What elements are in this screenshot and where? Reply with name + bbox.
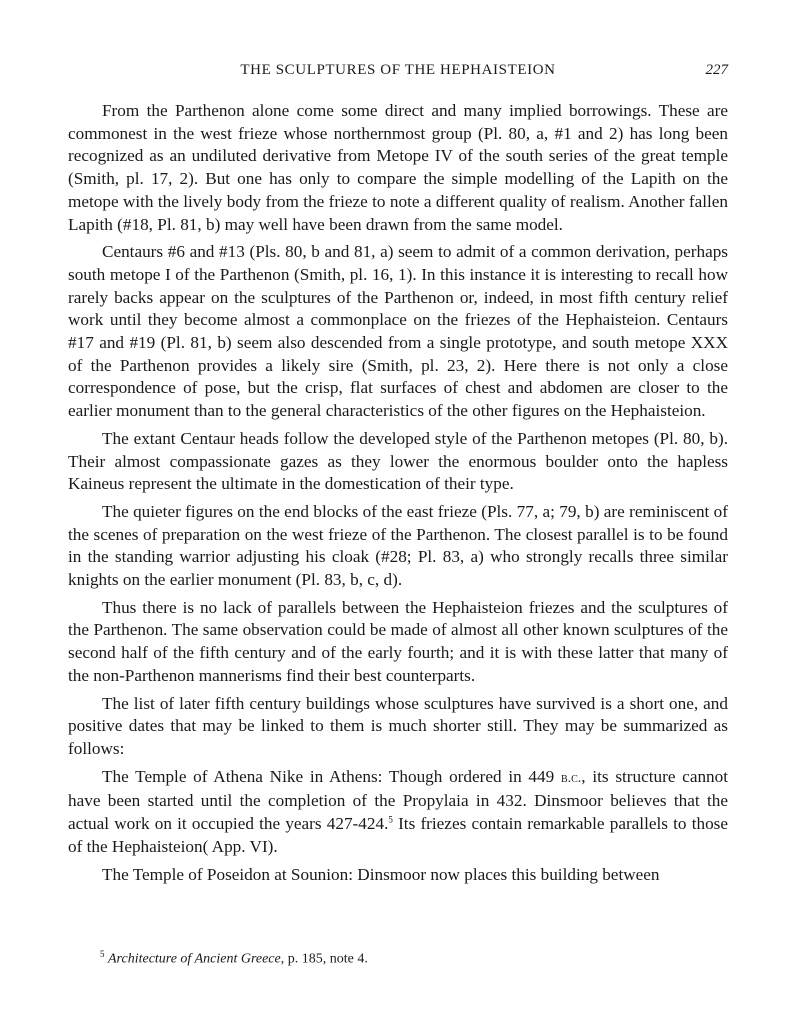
page-number: 227 [705,62,728,78]
paragraph-list-intro: The list of later fifth century buildings whose sculptures have survived is a short one, and positive dates that may be linked to them is much shorter still. They may be summarized as follows: [68,693,728,758]
paragraph-centaurs: Centaurs #6 and #13 (Pls. 80, b and 81, a) seem to admit of a common derivation, perhaps south metope I of the Parthenon (Smith, pl. 16, 1). In this instance it is interesting to recall how rarely backs appear on the sculptures of the Parthenon or, indeed, in most fifth century relief work until they become almost a commonplace on the friezes of the Hephaisteion. Centaurs #17 and #19 (Pl. 81, b) seem also descended from a single prototype, and south metope XXX of the Parthenon provides a likely sire (Smith, pl. 23, 2). Here there is not only a close correspondence of pose, but the crisp, flat surfaces of chest and abdomen are closer to the earlier monument than to the general characteristics of the other figures on the Hephaisteion. [68,242,728,421]
paragraph-borrowings: From the Parthenon alone come some direct and many implied borrowings. These are commonest in the west frieze whose northernmost group (Pl. 80, a, #1 and 2) has long been recognized as an undiluted derivative from Metope IV of the south series of the great temple (Smith, pl. 17, 2). But one has only to compare the simple modelling of the Lapith on the metope with the lively body from the frieze to note a different quality of realism. Another fallen Lapith (#18, Pl. 81, b) may well have been drawn from the same model. [68,101,728,234]
body-text [68,100,728,891]
running-header [68,62,728,84]
footnote-title: Architecture of Ancient Greece [108,951,281,967]
paragraph-athena-nike [68,766,728,859]
footnote-rest: , p. 185, note 4. [280,951,368,967]
footnote [100,945,720,969]
nike-bc: b.c. [560,770,582,786]
footnote-marker: 5 [100,949,105,959]
paragraph-parallels: Thus there is no lack of parallels between the Hephaisteion friezes and the sculptures of the Parthenon. The same observation could be made of almost all other known sculptures of the second half of the fifth century and of the early fourth; and it is with these latter that many of the non-Parthenon mannerisms find their best counterparts. [68,597,728,685]
footnote-reference: 5 [388,814,393,825]
paragraph-sounion: The Temple of Poseidon at Sounion: Dinsmoor now places this building between [102,864,660,884]
running-title: THE SCULPTURES OF THE HEPHAISTEION [240,62,556,78]
paragraph-east-frieze: The quieter figures on the end blocks of the east frieze (Pls. 77, a; 79, b) are reminiscent of the scenes of preparation on the west frieze of the Parthenon. The closest parallel is to be found in the standing warrior adjusting his cloak (#28; Pl. 83, a) who strongly recalls three similar knights on the earlier monument (Pl. 83, b, c, d). [68,501,728,590]
nike-text-1: The Temple of Athena Nike in Athens: Though ordered in 449 [102,766,561,786]
nike-text-2: , its structure cannot have been started until the completion of the Propylaia in 432. Dinsmoor believes that the actual work on it occupied the years 427-424. [68,766,729,834]
paragraph-centaur-heads: The extant Centaur heads follow the developed style of the Parthenon metopes (Pl. 80, b). Their almost compassionate gazes as they lower the enormous boulder onto the hapless Kaineus represent the ultimate in the domestication of their type. [68,428,728,494]
nike-text-3: Its friezes contain remarkable parallels to those of the Hephaisteion( App. VI). [68,814,728,856]
